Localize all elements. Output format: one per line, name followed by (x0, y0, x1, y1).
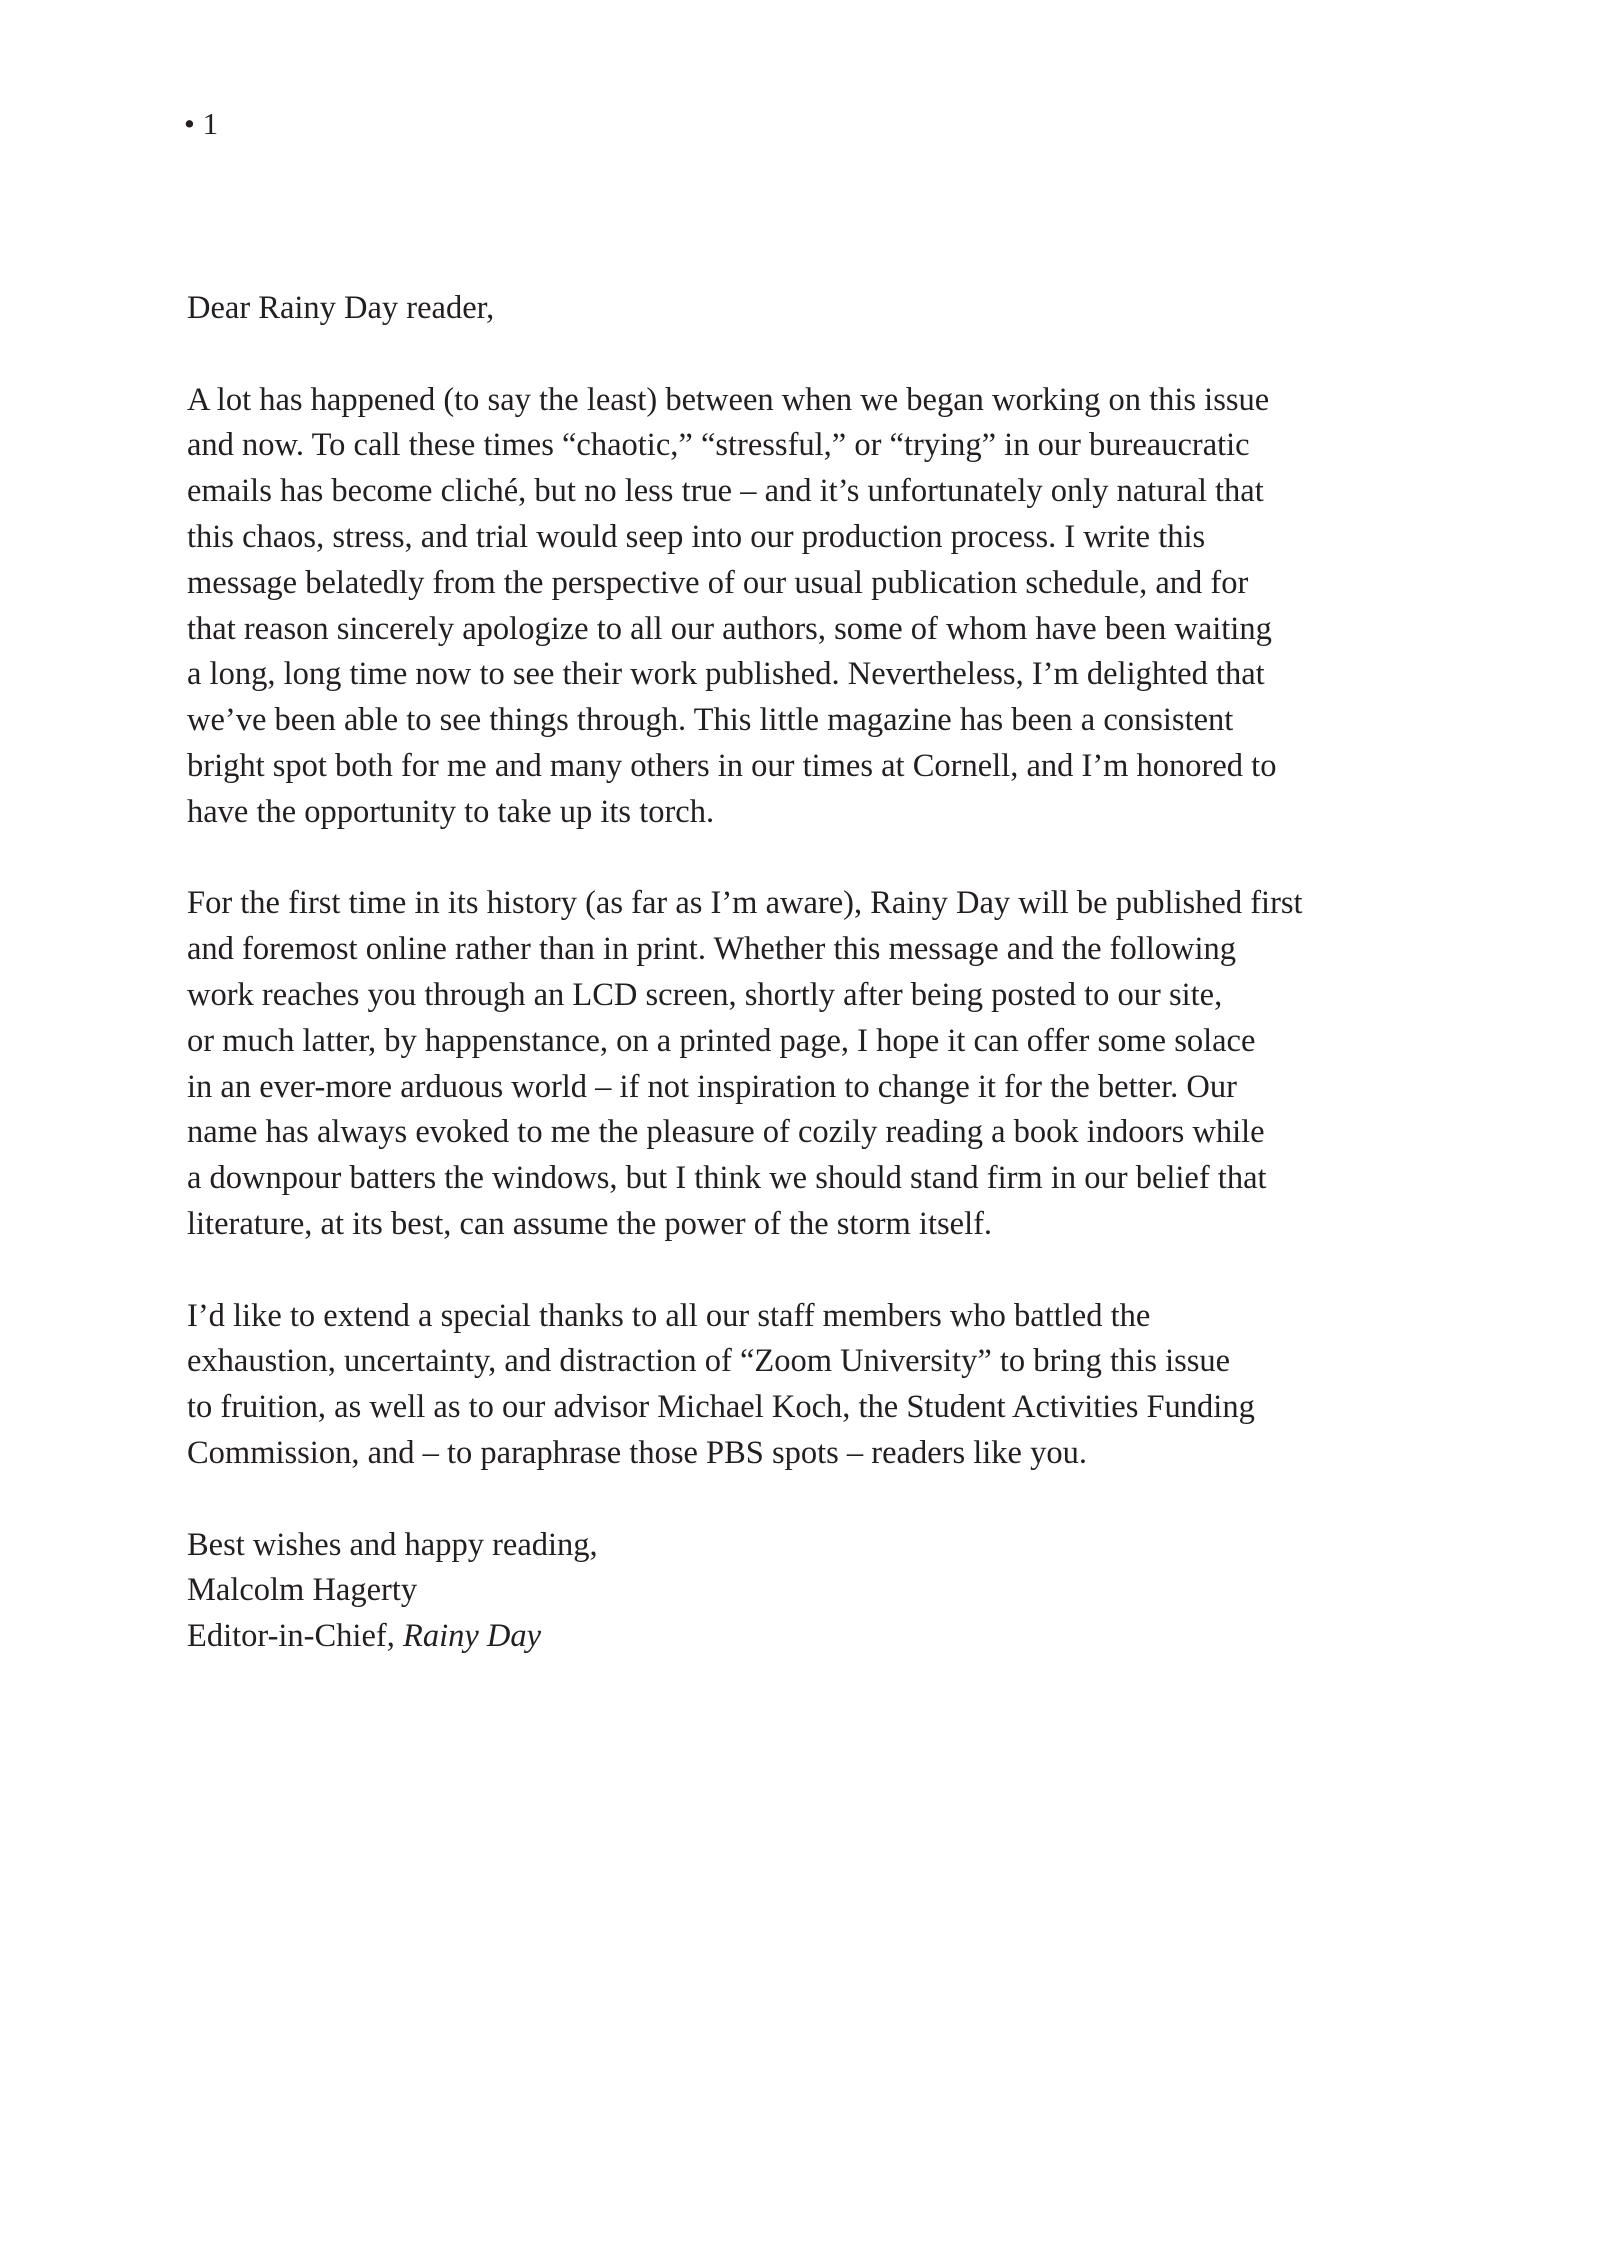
letter-paragraph-1 (187, 378, 1487, 836)
paragraph-line: in an ever-more arduous world – if not inspiration to change it for the better. Our (187, 1068, 1237, 1105)
paragraph-line: have the opportunity to take up its torch. (187, 793, 715, 830)
paragraph-line: A lot has happened (to say the least) between when we began working on this issue (187, 381, 1270, 418)
paragraph-line: message belatedly from the perspective of our usual publication schedule, and for (187, 564, 1249, 601)
paragraph-gap (187, 1248, 1487, 1294)
paragraph-line: a downpour batters the windows, but I think we should stand firm in our belief that (187, 1160, 1267, 1197)
paragraph-line: For the first time in its history (as far as I’m aware), Rainy Day will be published first (187, 885, 1303, 922)
letter-signoff (187, 1523, 1487, 1660)
paragraph-gap (187, 836, 1487, 882)
paragraph-gap (187, 332, 1487, 378)
paragraph-line: work reaches you through an LCD screen, shortly after being posted to our site, (187, 976, 1223, 1013)
signature-title (187, 1614, 1487, 1660)
paragraph-line: or much latter, by happenstance, on a printed page, I hope it can offer some solace (187, 1022, 1256, 1059)
paragraph-line: emails has become cliché, but no less true – and it’s unfortunately only natural that (187, 473, 1264, 510)
paragraph-line: I’d like to extend a special thanks to all our staff members who battled the (187, 1297, 1151, 1334)
letter-greeting: Dear Rainy Day reader, (187, 290, 495, 326)
letter-paragraph-2 (187, 881, 1487, 1247)
paragraph-line: that reason sincerely apologize to all our authors, some of whom have been waiting (187, 610, 1272, 647)
paragraph-line: exhaustion, uncertainty, and distraction of “Zoom University” to bring this issue (187, 1343, 1231, 1380)
paragraph-line: a long, long time now to see their work published. Nevertheless, I’m delighted that (187, 656, 1265, 693)
page-number: • 1 (184, 106, 219, 141)
paragraph-gap (187, 1477, 1487, 1523)
paragraph-line: to fruition, as well as to our advisor Michael Koch, the Student Activities Funding (187, 1389, 1255, 1426)
signature-title-prefix: Editor-in-Chief, (187, 1618, 395, 1655)
paragraph-line: bright spot both for me and many others in our times at Cornell, and I’m honored to (187, 747, 1277, 784)
paragraph-line: this chaos, stress, and trial would seep into our production process. I write this (187, 518, 1206, 555)
paragraph-line: we’ve been able to see things through. This little magazine has been a consistent (187, 702, 1234, 739)
signature-title-publication: Rainy Day (402, 1618, 542, 1655)
paragraph-line: literature, at its best, can assume the power of the storm itself. (187, 1205, 993, 1242)
editor-letter (187, 286, 1487, 1660)
paragraph-line: and foremost online rather than in print. Whether this message and the following (187, 931, 1237, 968)
paragraph-line: name has always evoked to me the pleasure of cozily reading a book indoors while (187, 1114, 1265, 1151)
signature-name: Malcolm Hagerty (187, 1572, 418, 1609)
closing-line: Best wishes and happy reading, (187, 1526, 598, 1563)
letter-paragraph-3 (187, 1294, 1487, 1477)
paragraph-line: and now. To call these times “chaotic,” “stressful,” or “trying” in our bureaucratic (187, 427, 1250, 464)
paragraph-line: Commission, and – to paraphrase those PBS spots – readers like you. (187, 1434, 1087, 1471)
